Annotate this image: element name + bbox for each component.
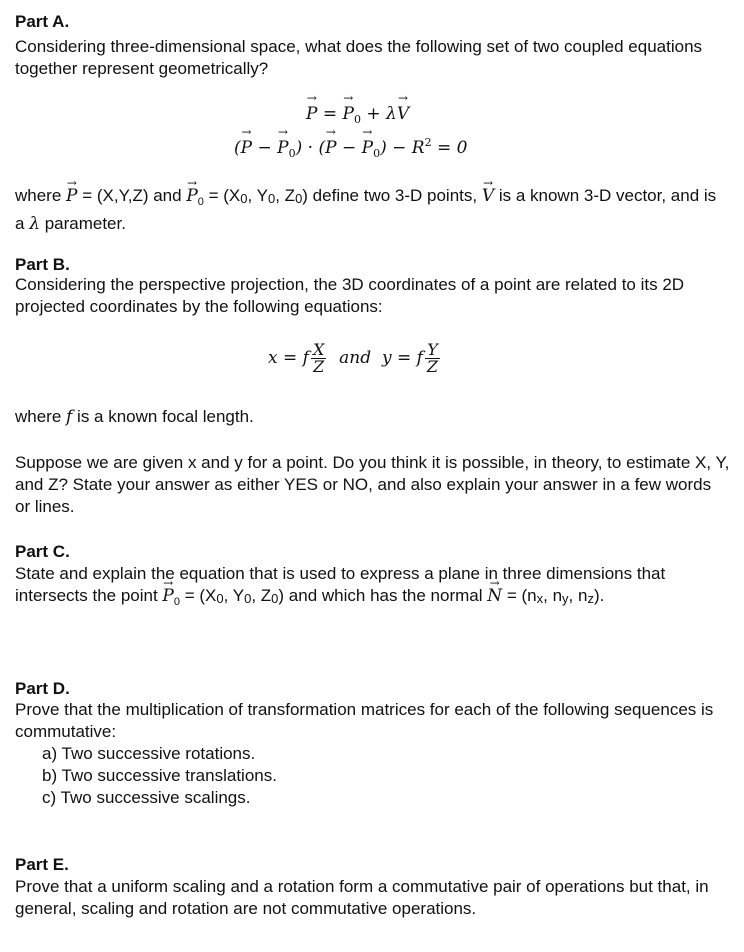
part-a-question: Considering three-dimensional space, what does the following set of two coupled equations together represent geometrically? (15, 37, 703, 78)
sphere-equation: (→ P − → $P_0$) · (→ P − → $P_0) - R^2 = 0$ (234, 136, 467, 160)
part-d-intro: Prove that the multiplication of transformation matrices for each of the following sequences is commutative: (15, 700, 714, 741)
part-b-intro: Considering the perspective projection, the 3D coordinates of a point are related to its 2D projected coordinates by the following equations: (15, 275, 685, 316)
projection-equation: x = f $\frac{X}{Z}$ and y = f $\frac{Y}{Z}$ (268, 340, 439, 376)
part-e-text: Prove that a uniform scaling and a rotation form a commutative pair of operations but that, in general, scaling and rotation are not commutative operations. (15, 877, 709, 918)
part-b-where: where f is a known focal length. (15, 407, 254, 427)
equation-line: → P = → $P_0 + \lambda\to V$ (306, 104, 409, 126)
part-b-heading: Part B. (15, 255, 70, 274)
part-d-heading: Part D. (15, 679, 70, 698)
part-a-heading: Part A. (15, 12, 70, 31)
part-c-text: State and explain the equation that is used to express a plane in three dimensions that intersects the point → $P_0 = (X0$, Y0, Z0) and which has the normal → N = (nx, ny, nz). (15, 563, 730, 613)
part-a-where: where → P = (X,Y,Z) and → $P_0 = (X0$, Y0, Z0) define two 3-D points, → V is a known 3-D vector, and is a λ parameter. (15, 185, 730, 235)
list-item: b) Two successive translations. (42, 766, 277, 785)
list-item: c) Two successive scalings. (42, 788, 251, 807)
part-c-heading: Part C. (15, 542, 70, 561)
part-e-heading: Part E. (15, 855, 69, 874)
list-item: a) Two successive rotations. (42, 744, 256, 763)
part-b-question: Suppose we are given x and y for a point. Do you think it is possible, in theory, to estimate X, Y, and Z? State your answer as either YES or NO, and also explain your answer in a few words or lines. (15, 453, 730, 516)
part-d-list (42, 743, 277, 809)
